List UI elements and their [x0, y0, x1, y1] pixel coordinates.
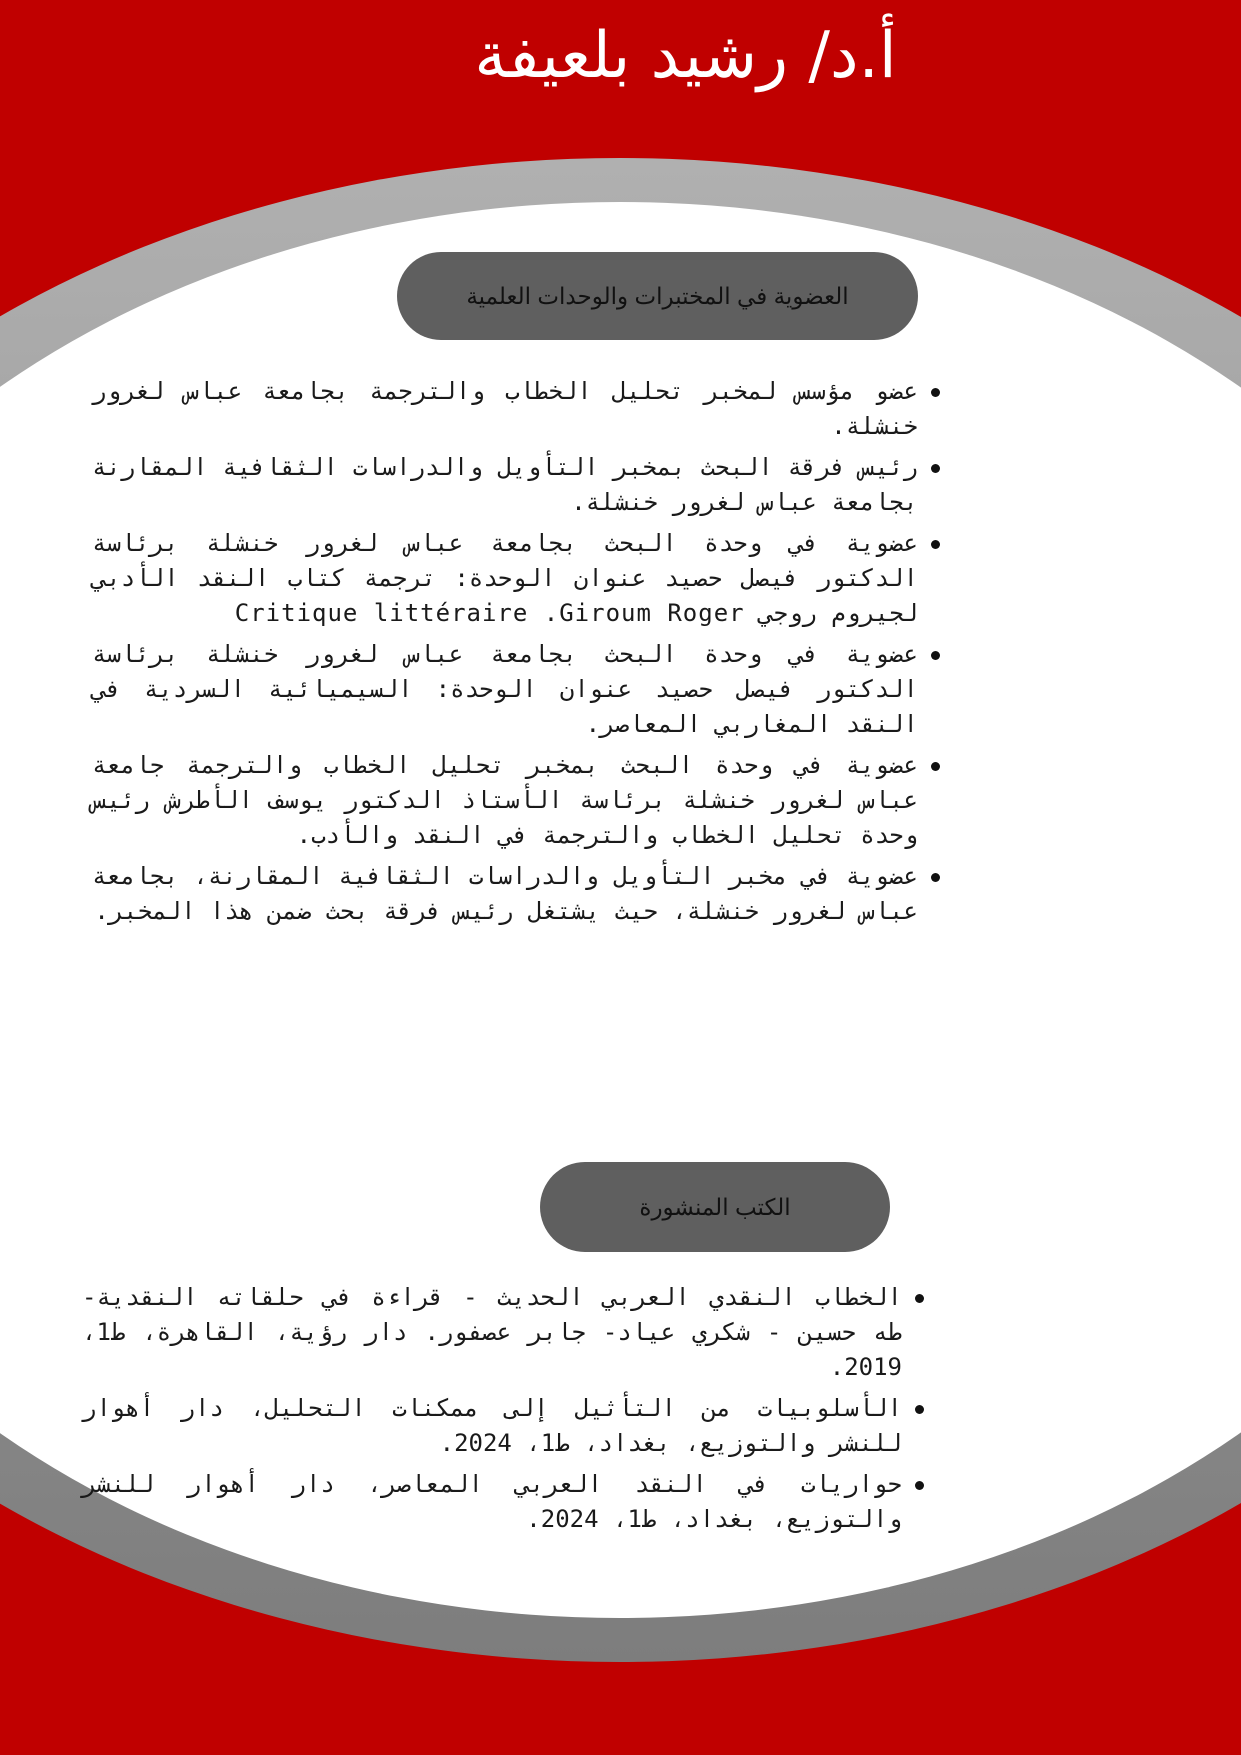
- list-item: حواريات في النقد العربي المعاصر، دار أهوار للنشر والتوزيع، بغداد، ط1، 2024.: [82, 1467, 902, 1537]
- section-heading-memberships: [397, 252, 918, 340]
- memberships-list: [92, 374, 942, 935]
- list-item: الخطاب النقدي العربي الحديث - قراءة في حلقاته النقدية- طه حسين - شكري عياد- جابر عصفور. دار رؤية، القاهرة، ط1، 2019.: [82, 1280, 902, 1385]
- section-heading-label: الكتب المنشورة: [639, 1193, 791, 1220]
- books-list: [82, 1280, 926, 1543]
- list-item: عضوية في وحدة البحث بجامعة عباس لغرور خنشلة برئاسة الدكتور فيصل حصيد عنوان الوحدة: ترجمة كتاب النقد الأدبي لجيروم روجي Critique littéraire .Giroum Roger: [92, 526, 918, 631]
- list-item: عضوية في مخبر التأويل والدراسات الثقافية المقارنة، بجامعة عباس لغرور خنشلة، حيث يشتغل رئيس فرقة بحث ضمن هذا المخبر.: [92, 859, 918, 929]
- section-heading-books: [540, 1162, 890, 1252]
- list-item: عضوية في وحدة البحث بجامعة عباس لغرور خنشلة برئاسة الدكتور فيصل حصيد عنوان الوحدة: السيميائية السردية في النقد المغاربي المعاصر.: [92, 637, 918, 742]
- list-item: عضوية في وحدة البحث بمخبر تحليل الخطاب والترجمة جامعة عباس لغرور خنشلة برئاسة الأستاذ الدكتور يوسف الأطرش رئيس وحدة تحليل الخطاب والترجمة في النقد والأدب.: [92, 748, 918, 853]
- section-heading-label: العضوية في المختبرات والوحدات العلمية: [466, 282, 849, 309]
- list-item: الأسلوبيات من التأثيل إلى ممكنات التحليل، دار أهوار للنشر والتوزيع، بغداد، ط1، 2024.: [82, 1391, 902, 1461]
- list-item: عضو مؤسس لمخبر تحليل الخطاب والترجمة بجامعة عباس لغرور خنشلة.: [92, 374, 918, 444]
- page-title: أ.د/ رشيد بلعيفة: [474, 19, 897, 93]
- list-item: رئيس فرقة البحث بمخبر التأويل والدراسات الثقافية المقارنة بجامعة عباس لغرور خنشلة.: [92, 450, 918, 520]
